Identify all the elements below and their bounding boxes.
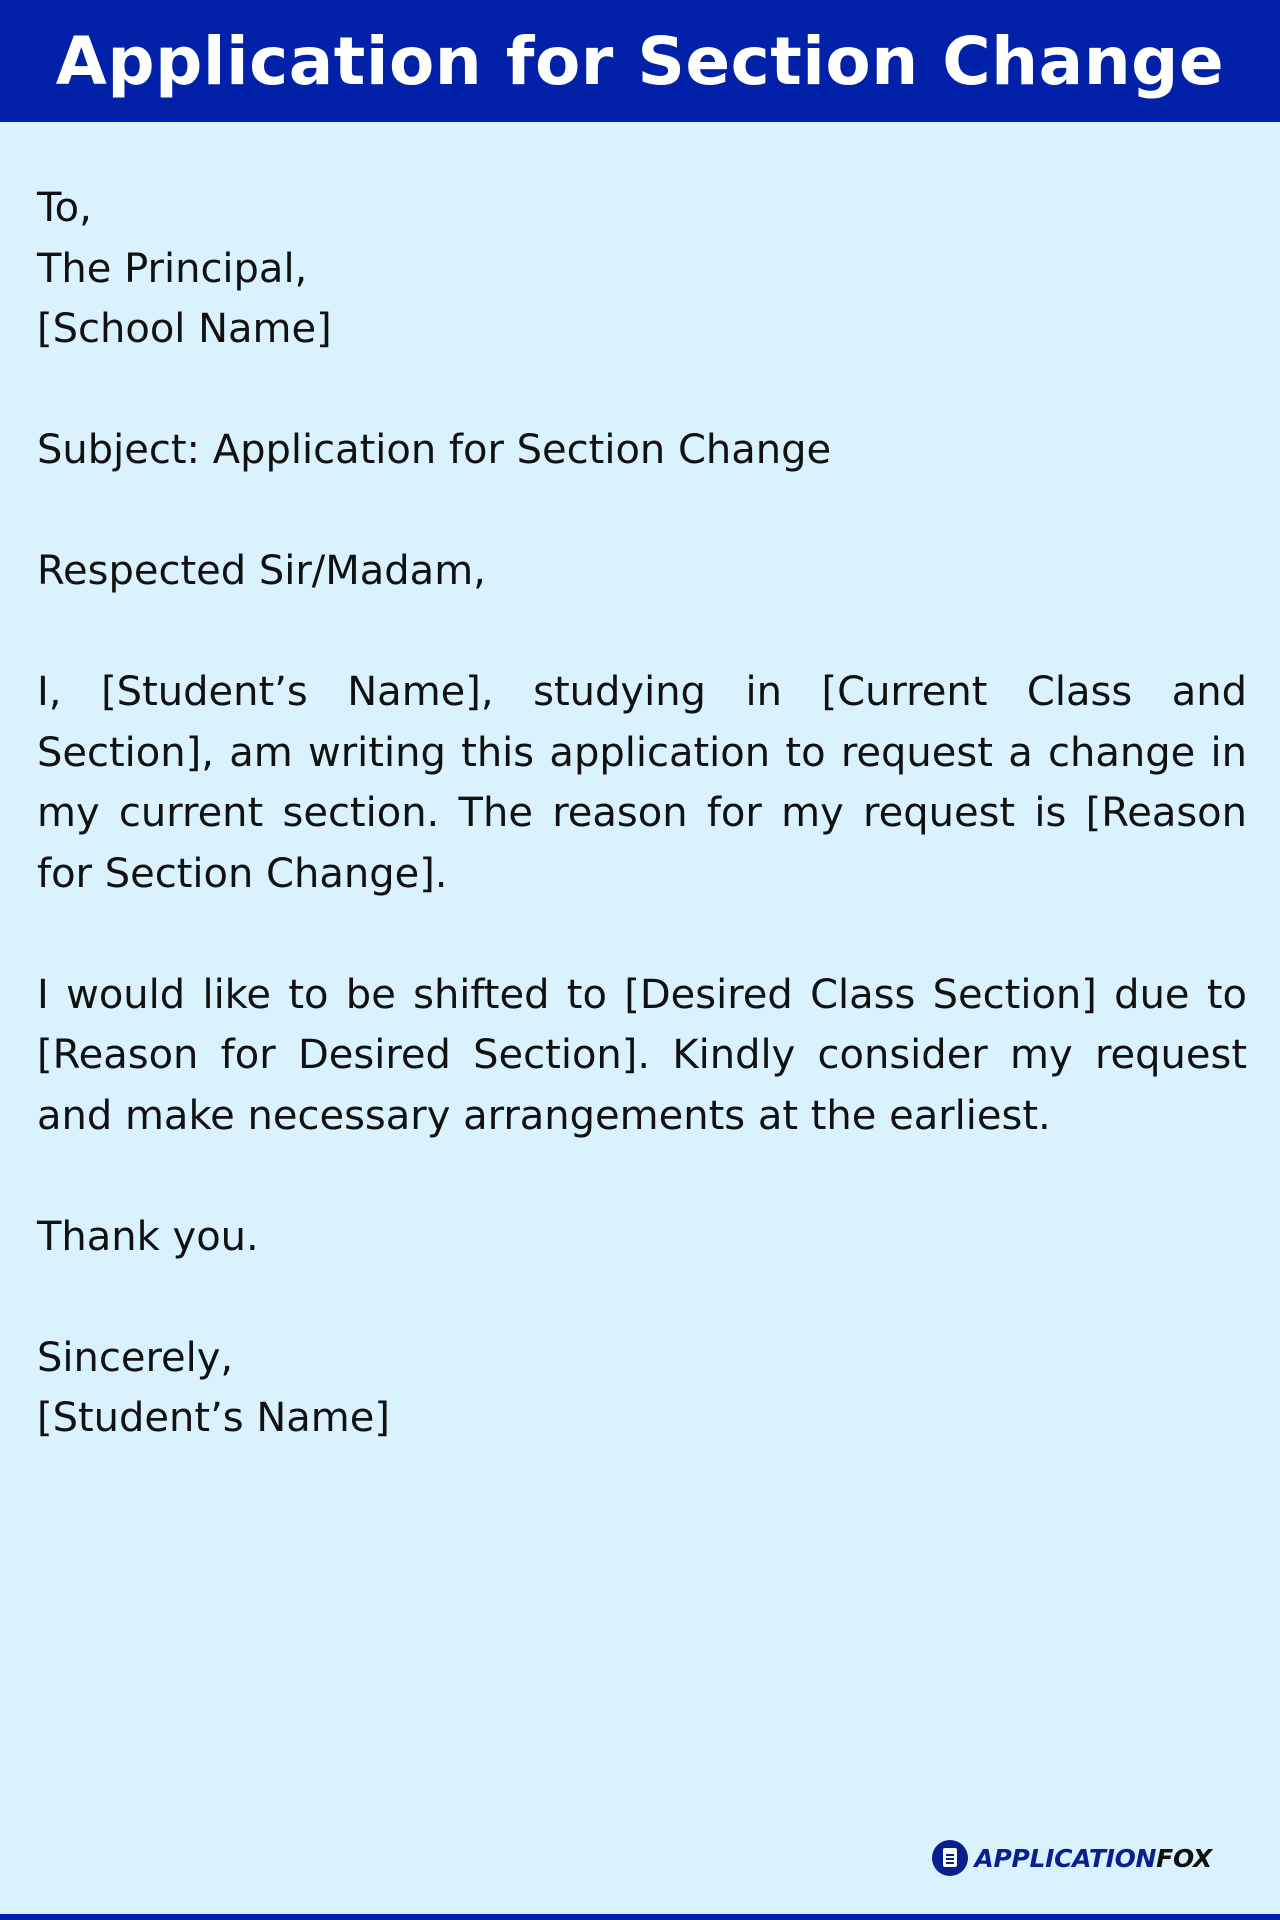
page-title: Application for Section Change <box>55 22 1225 100</box>
brand-name <box>974 1844 1212 1873</box>
letter-subject: Subject: Application for Section Change <box>37 427 832 473</box>
letter-paragraph-2: I would like to be shifted to [Desired Class Section] due to [Reason for Desired Section]. Kindly consider my request and make necessary arrangements at the earliest. <box>37 971 1247 1139</box>
letter-school: [School Name] <box>37 306 332 352</box>
brand-name-part2: FOX <box>1156 1843 1212 1873</box>
letter-closing: Sincerely, <box>37 1334 234 1381</box>
letter-paragraph-1: I, [Student’s Name], studying in [Current Class and Section], am writing this application to request a change in my current section. The reason for my request is [Reason for Section Change]. <box>37 669 1247 897</box>
bottom-bar <box>0 1914 1280 1920</box>
letter-body <box>37 178 1247 1449</box>
letter-to: To, <box>37 185 92 231</box>
page-header <box>0 0 1280 122</box>
letter-signature: [Student’s Name] <box>37 1395 390 1441</box>
letter-recipient: The Principal, <box>37 245 308 292</box>
letter-salutation: Respected Sir/Madam, <box>37 548 486 594</box>
brand-name-part1: APPLICATION <box>974 1843 1157 1873</box>
document-icon <box>932 1840 968 1876</box>
letter-thanks: Thank you. <box>37 1213 259 1260</box>
brand-logo <box>932 1838 1212 1878</box>
